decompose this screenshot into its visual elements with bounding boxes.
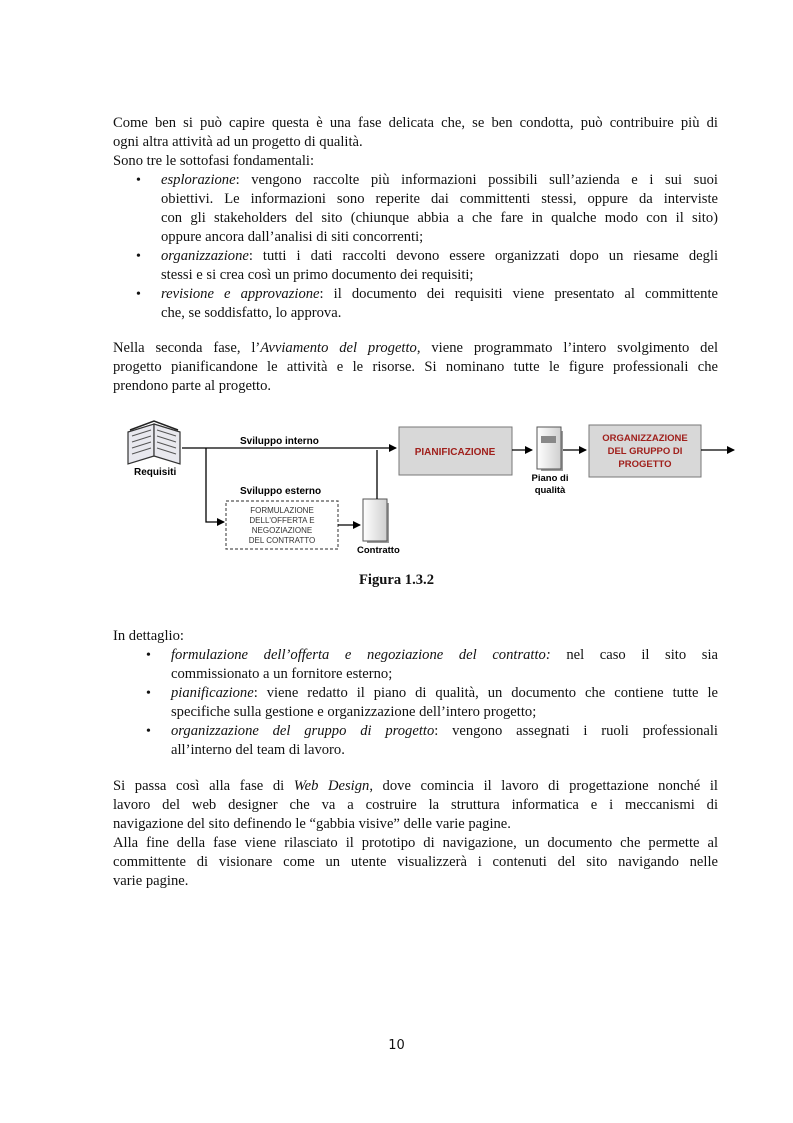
formulazione-line-2: DELL'OFFERTA E	[249, 516, 315, 525]
organizzazione-line-2: DEL GRUPPO DI	[607, 446, 683, 457]
bullet-icon: •	[136, 287, 141, 302]
text-fragment: Nella seconda fase, l’	[113, 340, 261, 356]
pianificazione-label: PIANIFICAZIONE	[414, 447, 496, 458]
bullet-icon: •	[146, 724, 151, 739]
second-phase-line-3: prendono parte al progetto.	[113, 378, 272, 394]
detail-term: pianificazione	[171, 685, 254, 701]
detail-line: commissionato a un fornitore esterno;	[171, 666, 393, 682]
subphase-line: oppure ancora dall’analisi di siti concorrenti;	[161, 229, 424, 245]
subphase-line: obiettivi. Le informazioni sono reperite dai committenti stessi, oppure da interviste	[161, 191, 718, 207]
formulazione-line-3: NEGOZIAZIONE	[251, 526, 313, 535]
web-design-line-1	[113, 777, 718, 796]
subphase-first-line	[161, 171, 718, 190]
italic-term: Web Design	[293, 778, 370, 794]
bullet-icon: •	[146, 648, 151, 663]
sviluppo-interno-label: Sviluppo interno	[240, 436, 319, 447]
text-fragment: , dove comincia il lavoro di progettazione nonché il	[369, 778, 718, 794]
detail-item-2	[146, 684, 718, 722]
detail-line: specifiche sulla gestione e organizzazione dell’intero progetto;	[171, 704, 537, 720]
bullet-icon: •	[136, 249, 141, 264]
text-fragment: Si passa così alla fase di	[113, 778, 294, 794]
italic-term: Avviamento del progetto	[260, 340, 417, 356]
detail-first-line	[171, 684, 718, 703]
subphase-line: stessi e si crea così un primo documento dei requisiti;	[161, 267, 474, 283]
subphase-first-line	[161, 285, 718, 304]
formulazione-line-1: FORMULAZIONE	[250, 506, 314, 515]
second-phase-paragraph	[113, 339, 718, 396]
piano-label-line-2: qualità	[534, 485, 566, 496]
subphase-line: che, se soddisfatto, lo approva.	[161, 305, 342, 321]
organizzazione-line-1: ORGANIZZAZIONE	[602, 433, 688, 444]
figure-caption: Figura 1.3.2	[359, 572, 434, 588]
external-branch-line	[206, 448, 224, 522]
detail-text: : vengono assegnati i ruoli professionali	[434, 723, 718, 739]
page-number: 10	[388, 1038, 405, 1053]
web-design-line-5: committente di visionare come un utente visualizzerà i contenuti del sito navigando nelle	[113, 854, 718, 870]
contratto-label: Contratto	[357, 545, 400, 556]
subphase-first-line	[161, 247, 718, 266]
subphase-text: : vengono raccolte più informazioni possibili sull’azienda e i sui suoi	[235, 172, 718, 188]
intro-line-1: Come ben si può capire questa è una fase delicata che, se ben condotta, può contribuire più di	[113, 115, 718, 131]
bullet-icon: •	[146, 686, 151, 701]
piano-label-line-1: Piano di	[531, 473, 569, 484]
second-phase-line-1	[113, 339, 718, 358]
intro-line-3: Sono tre le sottofasi fondamentali:	[113, 153, 315, 169]
detail-term: organizzazione del gruppo di progetto	[171, 723, 435, 739]
subphase-term: organizzazione	[161, 248, 249, 264]
subphase-term: esplorazione	[161, 172, 236, 188]
book-icon	[128, 421, 180, 464]
subphase-term: revisione e approvazione	[161, 286, 320, 302]
bullet-icon: •	[136, 173, 141, 188]
organizzazione-line-3: PROGETTO	[618, 459, 672, 470]
contract-document-icon	[363, 499, 389, 543]
subphase-item-1	[136, 171, 718, 247]
detail-text: : viene redatto il piano di qualità, un documento che contiene tutte le	[253, 685, 718, 701]
web-design-line-2: lavoro del web designer che va a costruire la struttura informatica e i meccanismi di	[113, 797, 718, 813]
detail-first-line	[171, 722, 718, 741]
details-heading: In dettaglio:	[113, 628, 184, 644]
intro-paragraph	[113, 114, 718, 171]
subphase-item-3	[136, 285, 718, 323]
subphase-text: : tutti i dati raccolti devono essere organizzati dopo un riesame degli	[248, 248, 718, 264]
text-fragment: , viene programmato l’intero svolgimento del	[416, 340, 718, 356]
web-design-line-3: navigazione del sito definendo le “gabbia visive” delle varie pagine.	[113, 816, 511, 832]
detail-text: nel caso il sito sia	[550, 647, 718, 663]
web-design-paragraph	[113, 777, 718, 891]
web-design-line-6: varie pagine.	[113, 873, 189, 889]
second-phase-line-2: progetto pianificandone le attività e le risorse. Si nominano tutte le figure professionali che	[113, 359, 718, 375]
detail-item-3	[146, 722, 718, 760]
web-design-line-4: Alla fine della fase viene rilasciato il prototipo di navigazione, un documento che permette al	[113, 835, 718, 851]
intro-line-2: ogni altra attività ad un progetto di qualità.	[113, 134, 363, 150]
detail-first-line	[171, 646, 718, 665]
requisiti-label: Requisiti	[134, 467, 177, 478]
quality-plan-document-icon	[537, 427, 563, 471]
formulazione-line-4: DEL CONTRATTO	[248, 536, 316, 545]
detail-term: formulazione dell’offerta e negoziazione del contratto:	[171, 647, 551, 663]
project-flow-diagram	[120, 410, 740, 560]
sviluppo-esterno-label: Sviluppo esterno	[240, 486, 322, 497]
subphase-line: con gli stakeholders del sito (chiunque abbia a che fare in qualche modo con il sito)	[161, 210, 718, 226]
subphase-text: : il documento dei requisiti viene presentato al committente	[319, 286, 718, 302]
detail-item-1	[146, 646, 718, 684]
subphase-item-2	[136, 247, 718, 285]
detail-line: all’interno del team di lavoro.	[171, 742, 345, 758]
